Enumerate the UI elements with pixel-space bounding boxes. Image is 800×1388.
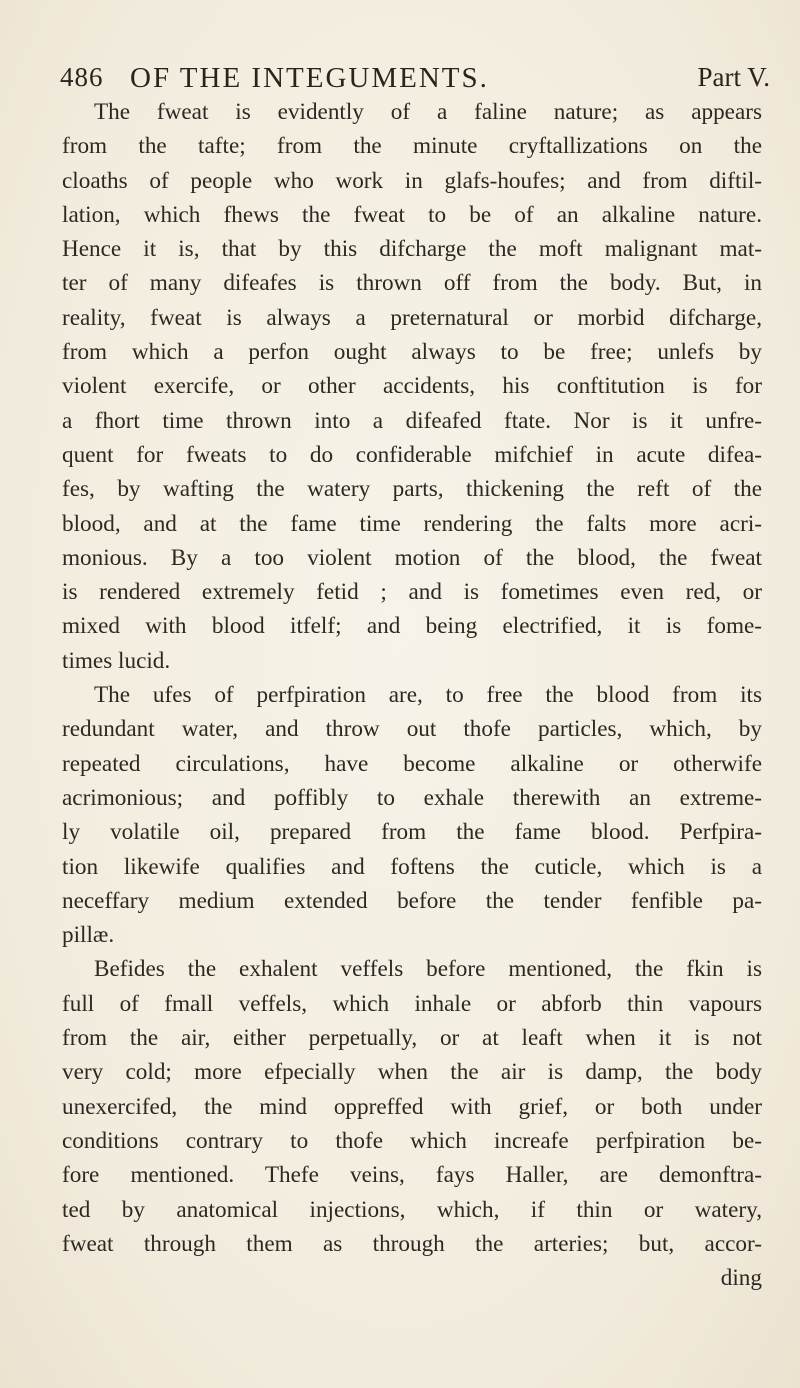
text-line: ly volatile oil, prepared from the fame blood. Perfpira-: [62, 819, 762, 846]
text-line: times lucid.: [62, 647, 171, 674]
text-line: a fhort time thrown into a difeafed ftate. Nor is it unfre-: [62, 407, 762, 434]
text-line: full of fmall veffels, which inhale or abforb thin vapours: [62, 990, 762, 1017]
text-line: redundant water, and throw out thofe particles, which, by: [62, 716, 762, 743]
text-line: lation, which fhews the fweat to be of an alkaline nature.: [62, 201, 762, 228]
running-head-title: OF THE INTEGUMENTS.: [130, 62, 489, 94]
text-line: The fweat is evidently of a faline nature; as appears: [94, 99, 762, 125]
text-line: repeated circulations, have become alkaline or otherwife: [62, 750, 762, 777]
body-text: [62, 95, 762, 1295]
text-line: pillæ.: [62, 922, 115, 949]
text-line: neceffary medium extended before the tender fenfible pa-: [62, 887, 762, 914]
text-line: Befides the exhalent veffels before mentioned, the fkin is: [94, 956, 762, 983]
text-line: conditions contrary to thofe which increafe perfpiration be-: [62, 1127, 762, 1154]
text-line: monious. By a too violent motion of the blood, the fweat: [62, 544, 762, 571]
text-line: blood, and at the fame time rendering the falts more acri-: [62, 510, 762, 537]
text-line: very cold; more efpecially when the air is damp, the body: [62, 1059, 762, 1086]
text-line: ted by anatomical injections, which, if thin or watery,: [62, 1196, 762, 1223]
text-line: fore mentioned. Thefe veins, fays Haller, are demonftra-: [62, 1162, 762, 1189]
text-line: reality, fweat is always a preternatural or morbid difcharge,: [62, 304, 762, 331]
text-line: fweat through them as through the arteries; but, accor-: [62, 1230, 762, 1257]
text-line: mixed with blood itfelf; and being electrified, it is fome-: [62, 613, 762, 640]
text-line: unexercifed, the mind oppreffed with grief, or both under: [62, 1093, 762, 1120]
text-line: Hence it is, that by this difcharge the moft malignant mat-: [62, 236, 762, 263]
text-line: fes, by wafting the watery parts, thickening the reft of the: [62, 476, 762, 503]
text-line: cloaths of people who work in glafs-houfes; and from diftil-: [62, 167, 762, 194]
text-line: tion likewife qualifies and foftens the cuticle, which is a: [62, 853, 762, 880]
text-line: is rendered extremely fetid ; and is fometimes even red, or: [62, 579, 762, 606]
text-line: quent for fweats to do confiderable mifchief in acute difea-: [62, 441, 762, 468]
text-line: ter of many difeafes is thrown off from the body. But, in: [62, 270, 762, 297]
text-line: from the air, either perpetually, or at leaft when it is not: [62, 1025, 762, 1052]
running-head-part: Part V.: [697, 62, 770, 92]
text-line: The ufes of perfpiration are, to free the blood from its: [94, 682, 762, 709]
text-line: from which a perfon ought always to be free; unlefs by: [62, 339, 762, 366]
text-line: from the tafte; from the minute cryftallizations on the: [62, 133, 762, 160]
text-line: violent exercife, or other accidents, his conftitution is for: [62, 373, 762, 400]
text-line: acrimonious; and poffibly to exhale therewith an extreme-: [62, 784, 762, 811]
catchword: ding: [720, 1265, 762, 1292]
page-number: 486: [60, 62, 104, 92]
